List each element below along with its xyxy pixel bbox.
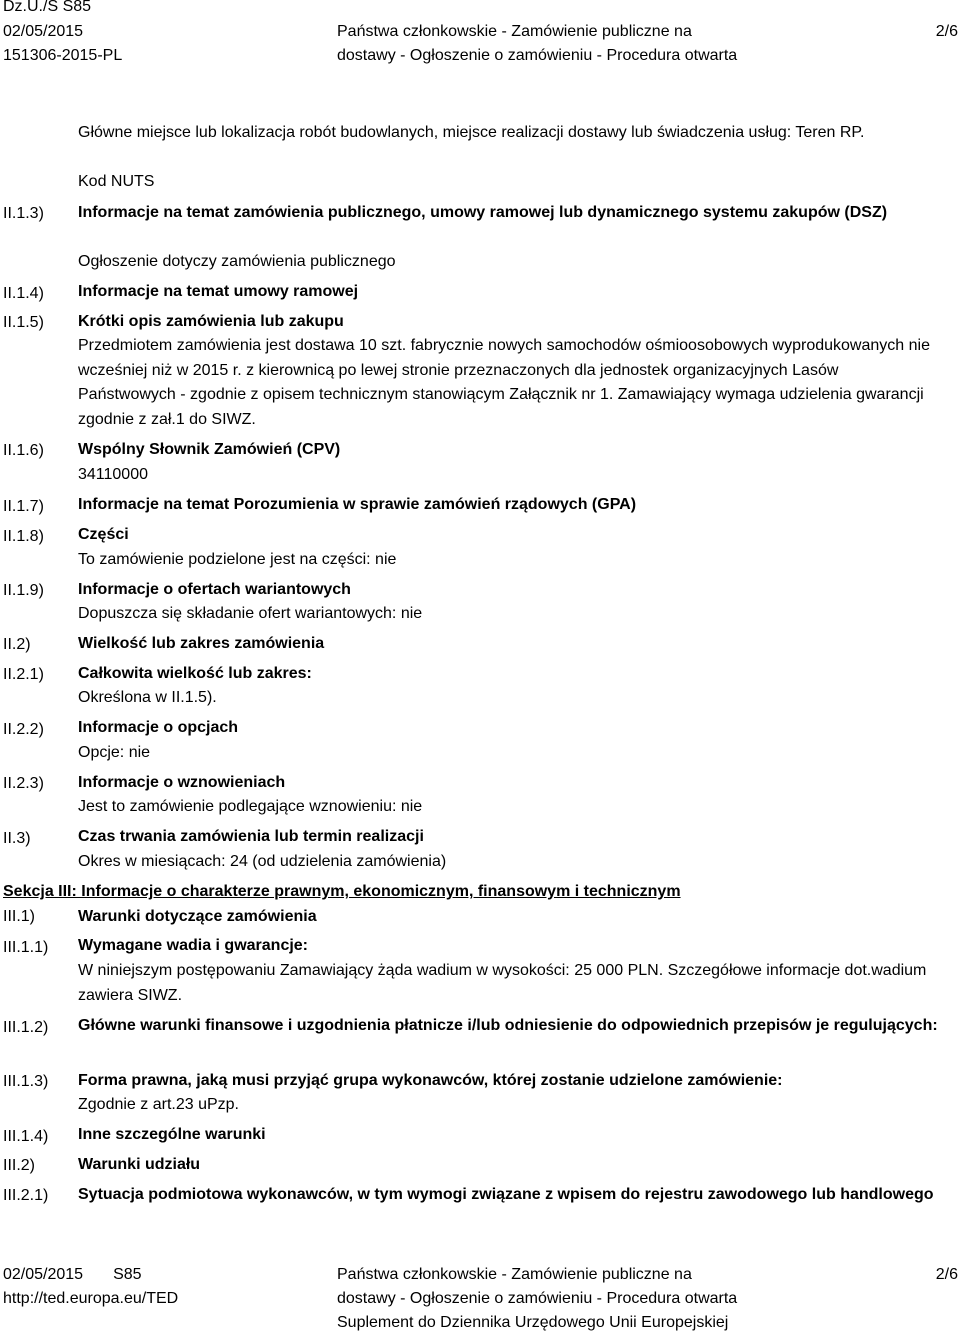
section-number: II.2) [3,636,31,653]
section-title: Inne szczególne warunki [78,1126,266,1143]
footer-series: S85 [113,1266,142,1283]
section-text: Ogłoszenie dotyczy zamówienia publicznego [78,253,396,270]
section-title: Wspólny Słownik Zamówień (CPV) [78,441,341,458]
section-number: II.1.7) [3,498,44,515]
section-title: Informacje o wznowieniach [78,774,286,791]
header-doc-id: 151306-2015-PL [3,47,123,64]
location-text: Główne miejsce lub lokalizacja robót budowlanych, miejsce realizacji dostawy lub świadczenia usług: Teren RP. [78,124,865,141]
section-title: Informacje na temat umowy ramowej [78,283,359,300]
section-text: Jest to zamówienie podlegające wznowieniu: nie [78,798,423,815]
section-title: Informacje na temat Porozumienia w sprawie zamówień rządowych (GPA) [78,496,637,513]
description-text: Przedmiotem zamówienia jest dostawa 10 szt. fabrycznie nowych samochodów ośmioosobowych wyprodukowanych nie wcześniej niż w 2015 r. z kierownicą po lewej stronie przeznaczonych dla jednostek organizacyjnych Lasów Państwowych - zgodnie z opisem technicznym stanowiącym Załącznik nr 1. Zamawiający wymaga udzielenia gwarancji zgodnie z zał.1 do SIWZ. [78,337,930,428]
header-date: 02/05/2015 [3,23,84,40]
section-title: Informacje na temat zamówienia publicznego, umowy ramowej lub dynamicznego systemu zakupów (DSZ) [78,204,888,221]
section-title: Informacje o ofertach wariantowych [78,581,351,598]
section-number: II.2.3) [3,775,44,792]
section-number: III.2) [3,1157,36,1174]
header-page-number: 2/6 [935,23,958,40]
cpv-code: 34110000 [78,466,148,483]
section-title: Informacje o opcjach [78,719,239,736]
section-title: Krótki opis zamówienia lub zakupu [78,313,344,330]
footer-page-number: 2/6 [935,1266,958,1283]
section-number: III.1.4) [3,1128,49,1145]
section-number: III.1.1) [3,939,49,956]
section-number: II.3) [3,830,31,847]
section-title: Czas trwania zamówienia lub termin realizacji [78,828,424,845]
section-title: Części [78,526,129,543]
footer-title-line1: Państwa członkowskie - Zamówienie publiczne na [337,1266,692,1283]
section-title: Warunki dotyczące zamówienia [78,908,317,925]
section-number: II.1.6) [3,442,44,459]
section-text: Określona w II.1.5). [78,689,217,706]
section-number: II.1.3) [3,205,44,222]
footer-title-line2: dostawy - Ogłoszenie o zamówieniu - Procedura otwarta [337,1290,738,1307]
footer-date-series [3,1265,142,1285]
section-text: Opcje: nie [78,744,151,761]
footer-title-line3: Suplement do Dziennika Urzędowego Unii Europejskiej [337,1314,729,1331]
footer-url: http://ted.europa.eu/TED [3,1290,179,1307]
section-text: To zamówienie podzielone jest na części: nie [78,551,397,568]
section-text: Zgodnie z art.23 uPzp. [78,1096,239,1113]
section-title: Forma prawna, jaką musi przyjąć grupa wykonawców, której zostanie udzielone zamówienie: [78,1072,783,1089]
section-title: Wymagane wadia i gwarancje: [78,937,309,954]
section-number: II.1.5) [3,314,44,331]
nuts-label: Kod NUTS [78,173,155,190]
deposit-text: W niniejszym postępowaniu Zamawiający żąda wadium w wysokości: 25 000 PLN. Szczegółowe informacje dot.wadium zawiera SIWZ. [78,962,927,1004]
section-number: II.1.4) [3,285,44,302]
section-title: Wielkość lub zakres zamówienia [78,635,325,652]
journal-ref: Dz.U./S S85 [3,0,92,15]
section-title: Warunki udziału [78,1156,201,1173]
header-title-line1: Państwa członkowskie - Zamówienie publiczne na [337,23,692,40]
section-number: III.1) [3,908,36,925]
section-text: Okres w miesiącach: 24 (od udzielenia zamówienia) [78,853,447,870]
section-number: II.2.1) [3,666,44,683]
section-number: II.2.2) [3,721,44,738]
section-number: II.1.8) [3,528,44,545]
section-number: III.1.3) [3,1073,49,1090]
section-3-heading: Sekcja III: Informacje o charakterze prawnym, ekonomicznym, finansowym i technicznym [3,883,681,900]
section-number: III.2.1) [3,1187,49,1204]
section-title: Sytuacja podmiotowa wykonawców, w tym wymogi związane z wpisem do rejestru zawodowego lub handlowego [78,1186,934,1203]
section-title: Główne warunki finansowe i uzgodnienia płatnicze i/lub odniesienie do odpowiednich przepisów je regulujących: [78,1017,938,1034]
section-title: Całkowita wielkość lub zakres: [78,665,312,682]
section-text: Dopuszcza się składanie ofert wariantowych: nie [78,605,423,622]
header-title-line2: dostawy - Ogłoszenie o zamówieniu - Procedura otwarta [337,47,738,64]
footer-date: 02/05/2015 [3,1266,84,1283]
section-number: III.1.2) [3,1019,49,1036]
section-number: II.1.9) [3,582,44,599]
